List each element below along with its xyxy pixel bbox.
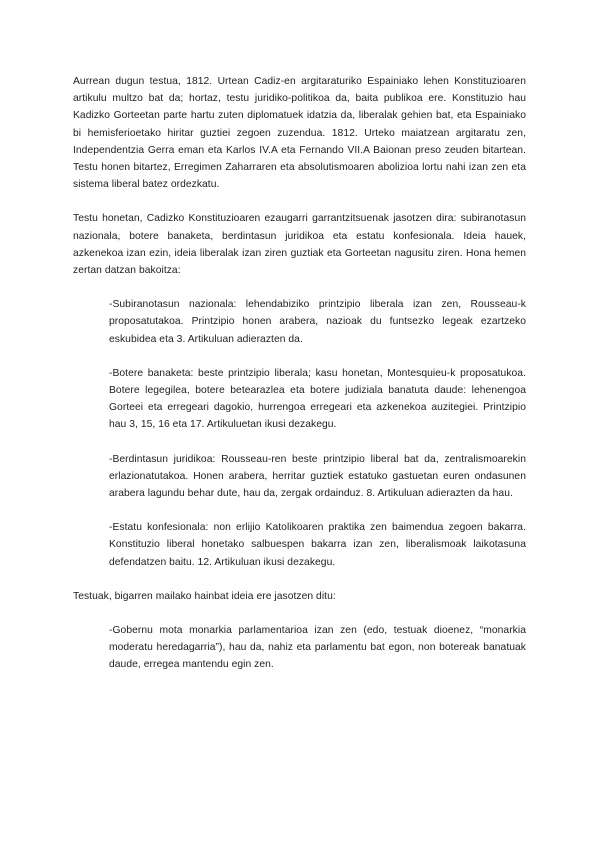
document-body [73,73,526,691]
secondary-ideas-paragraph: Testuak, bigarren mailako hainbat ideia ere jasotzen ditu: [73,590,336,602]
list-item: -Gobernu mota monarkia parlamentarioa izan zen (edo, testuak dioenez, “monarkia moderatu heredagarria”), hau da, nahiz eta parlamentu bat egon, non botereak banatuak daude, erregea mantendu egin zen. [109,625,526,671]
features-list [73,296,526,571]
list-item: -Botere banaketa: beste printzipio liberala; kasu honetan, Montesquieu-k proposatukoa. Botere legegilea, botere betearazlea eta botere judiziala banatuta daude: lehenengoa Gorteei eta erregeari dagokio, hurrengoa erregeari eta azkenekoa auzitegiei. Printzipio hau 3, 15, 16 eta 17. Artikuluetan ikusi dezakegu. [109,367,526,431]
list-item: -Subiranotasun nazionala: lehendabiziko printzipio liberala izan zen, Rousseau-k proposatutakoa. Printzipio honen arabera, nazioak du funtsezko legeak ezartzeko eskubidea eta 3. Artikuluan adierazten da. [109,299,526,345]
list-item: -Estatu konfesionala: non erlijio Katolikoaren praktika zen baimendua zegoen bakarra. Konstituzio liberal honetako salbuespen bakarra izan zen, liberalismoak laikotasuna defendatzen baitu. 12. Artikuluan ikusi dezakegu. [109,522,526,568]
list-item: -Berdintasun juridikoa: Rousseau-ren beste printzipio liberal bat da, zentralismoarekin erlazionatutakoa. Honen arabera, herritar guztiek estatuko gastuetan euren ondasunen arabera lagundu behar dute, hau da, zergak ordainduz. 8. Artikuluan adierazten da hau. [109,453,526,500]
features-paragraph: Testu honetan, Cadizko Konstituzioaren ezaugarri garrantzitsuenak jasotzen dira: subiranotasun nazionala, botere banaketa, berdintasun juridikoa eta estatu konfesionala. Ideia hauek, azkenekoa izan ezin, ideia liberalak izan ziren guztiak eta Gorteetan nagusitu ziren. Hona hemen zertan datzan bakoitza: [73,213,526,277]
intro-paragraph: Aurrean dugun testua, 1812. Urtean Cadiz-en argitaraturiko Espainiako lehen Konstituzioaren artikulu multzo bat da; hortaz, testu juridiko-politikoa da, baita publikoa ere. Konstituzio hau Kadizko Gorteetan parte hartu zuten diplomatuek idatzia da, liberalak gehien bat, eta Espainiako bi hemisferioetako hiritar guztiei zegoen zuzendua. 1812. Urteko maiatzean argitaratu zen, Independentzia Gerra eman eta Karlos IV.A eta Fernando VII.A Baionan preso zeuden bitartean. Testu honen bitartez, Erregimen Zaharraren eta absolutismoaren abolizioa lortu nahi izan zen eta sistema liberal batez ordezkatu. [73,76,526,191]
secondary-ideas-list [73,622,526,674]
